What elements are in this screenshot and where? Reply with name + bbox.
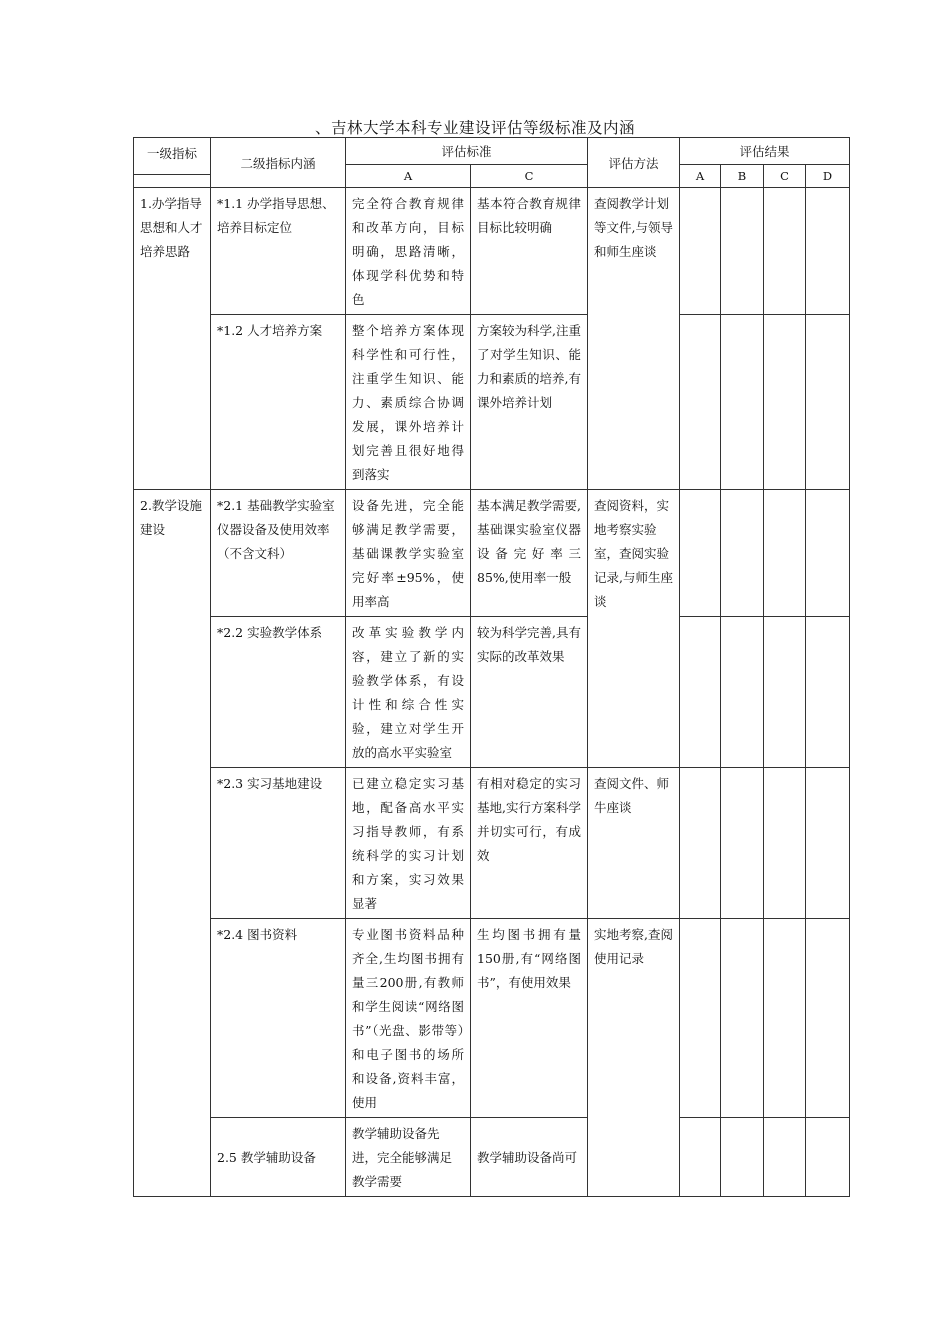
evaluation-table: [133, 137, 850, 1197]
header-result: 评估结果: [680, 138, 850, 165]
result-b-cell[interactable]: [721, 188, 764, 315]
header-result-b: B: [721, 165, 764, 188]
result-c-cell[interactable]: [764, 617, 806, 768]
result-b-cell[interactable]: [721, 315, 764, 490]
result-a-cell[interactable]: [680, 490, 721, 617]
level2-cell: *2.1 基础教学实验室仪器设备及使用效率（不含文科）: [211, 490, 346, 617]
header-result-d: D: [806, 165, 850, 188]
standard-c-cell: 基本满足教学需要,基础课实验室仪器设备完好率三85%,使用率一般: [471, 490, 588, 617]
header-method: 评估方法: [588, 138, 680, 188]
method-cell: 查阅教学计划等文件,与领导和师生座谈: [588, 188, 680, 490]
standard-a-cell: 完全符合教育规律和改革方向，目标明确，思路清晰，体现学科优势和特色: [346, 188, 471, 315]
header-result-a: A: [680, 165, 721, 188]
result-b-cell[interactable]: [721, 490, 764, 617]
standard-a-cell: 教学辅助设备先进，完全能够满足教学需要: [346, 1118, 471, 1197]
result-c-cell[interactable]: [764, 315, 806, 490]
result-a-cell[interactable]: [680, 919, 721, 1118]
standard-a-cell: 设备先进，完全能够满足教学需要，基础课教学实验室完好率±95%，使用率高: [346, 490, 471, 617]
method-cell: 实地考察,查阅使用记录: [588, 919, 680, 1197]
standard-c-cell: 有相对稳定的实习基地,实行方案科学并切实可行，有成效: [471, 768, 588, 919]
result-c-cell[interactable]: [764, 188, 806, 315]
result-d-cell[interactable]: [806, 490, 850, 617]
level1-cell: 2.教学设施建设: [134, 490, 211, 1197]
level1-cell: 1.办学指导思想和人才培养思路: [134, 188, 211, 490]
standard-c-cell: 教学辅助设备尚可: [471, 1118, 588, 1197]
result-d-cell[interactable]: [806, 315, 850, 490]
result-b-cell[interactable]: [721, 919, 764, 1118]
standard-a-cell: 专业图书资料品种齐全,生均图书拥有量三200册,有教师和学生阅读“网络图书”（光盘、影带等）和电子图书的场所和设备,资料丰富，使用: [346, 919, 471, 1118]
level2-cell: *1.2 人才培养方案: [211, 315, 346, 490]
standard-c-cell: 基本符合教育规律目标比较明确: [471, 188, 588, 315]
header-standard: 评估标准: [346, 138, 588, 165]
result-d-cell[interactable]: [806, 188, 850, 315]
page-title: 、吉林大学本科专业建设评估等级标准及内涵: [314, 119, 635, 137]
table-row: [134, 188, 850, 315]
level2-cell: *2.3 实习基地建设: [211, 768, 346, 919]
level2-cell: 2.5 教学辅助设备: [211, 1118, 346, 1197]
method-cell: 查阅资料，实地考察实验室，查阅实验记录,与师生座谈: [588, 490, 680, 768]
result-b-cell[interactable]: [721, 617, 764, 768]
header-standard-c: C: [471, 165, 588, 188]
result-a-cell[interactable]: [680, 617, 721, 768]
result-c-cell[interactable]: [764, 1118, 806, 1197]
header-level1-spacer: [134, 175, 211, 188]
result-d-cell[interactable]: [806, 919, 850, 1118]
header-result-c: C: [764, 165, 806, 188]
method-cell: 查阅文件、师牛座谈: [588, 768, 680, 919]
level2-cell: *1.1 办学指导思想、培养目标定位: [211, 188, 346, 315]
standard-c-cell: 方案较为科学,注重了对学生知识、能力和素质的培养,有课外培养计划: [471, 315, 588, 490]
result-d-cell[interactable]: [806, 1118, 850, 1197]
table-row: [134, 1118, 850, 1197]
header-level2: 二级指标内涵: [211, 138, 346, 188]
result-a-cell[interactable]: [680, 1118, 721, 1197]
table-row: [134, 617, 850, 768]
header-standard-a: A: [346, 165, 471, 188]
standard-c-cell: 生均图书拥有量150册,有“网络图书”，有使用效果: [471, 919, 588, 1118]
result-a-cell[interactable]: [680, 768, 721, 919]
result-c-cell[interactable]: [764, 919, 806, 1118]
result-d-cell[interactable]: [806, 768, 850, 919]
result-a-cell[interactable]: [680, 315, 721, 490]
level2-cell: *2.2 实验教学体系: [211, 617, 346, 768]
result-b-cell[interactable]: [721, 1118, 764, 1197]
result-b-cell[interactable]: [721, 768, 764, 919]
standard-a-cell: 整个培养方案体现科学性和可行性，注重学生知识、能力、素质综合协调发展，课外培养计划完善且很好地得到落实: [346, 315, 471, 490]
result-a-cell[interactable]: [680, 188, 721, 315]
table-row: [134, 768, 850, 919]
table-row: [134, 919, 850, 1118]
result-c-cell[interactable]: [764, 490, 806, 617]
result-d-cell[interactable]: [806, 617, 850, 768]
standard-a-cell: 改革实验教学内容，建立了新的实验教学体系，有设计性和综合性实验，建立对学生开放的高水平实验室: [346, 617, 471, 768]
standard-a-cell: 已建立稳定实习基地，配备高水平实习指导教师，有系统科学的实习计划和方案，实习效果显著: [346, 768, 471, 919]
header-level1: 一级指标: [134, 138, 211, 175]
standard-c-cell: 较为科学完善,具有实际的改革效果: [471, 617, 588, 768]
result-c-cell[interactable]: [764, 768, 806, 919]
table-row: [134, 315, 850, 490]
table-row: [134, 490, 850, 617]
level2-cell: *2.4 图书资料: [211, 919, 346, 1118]
